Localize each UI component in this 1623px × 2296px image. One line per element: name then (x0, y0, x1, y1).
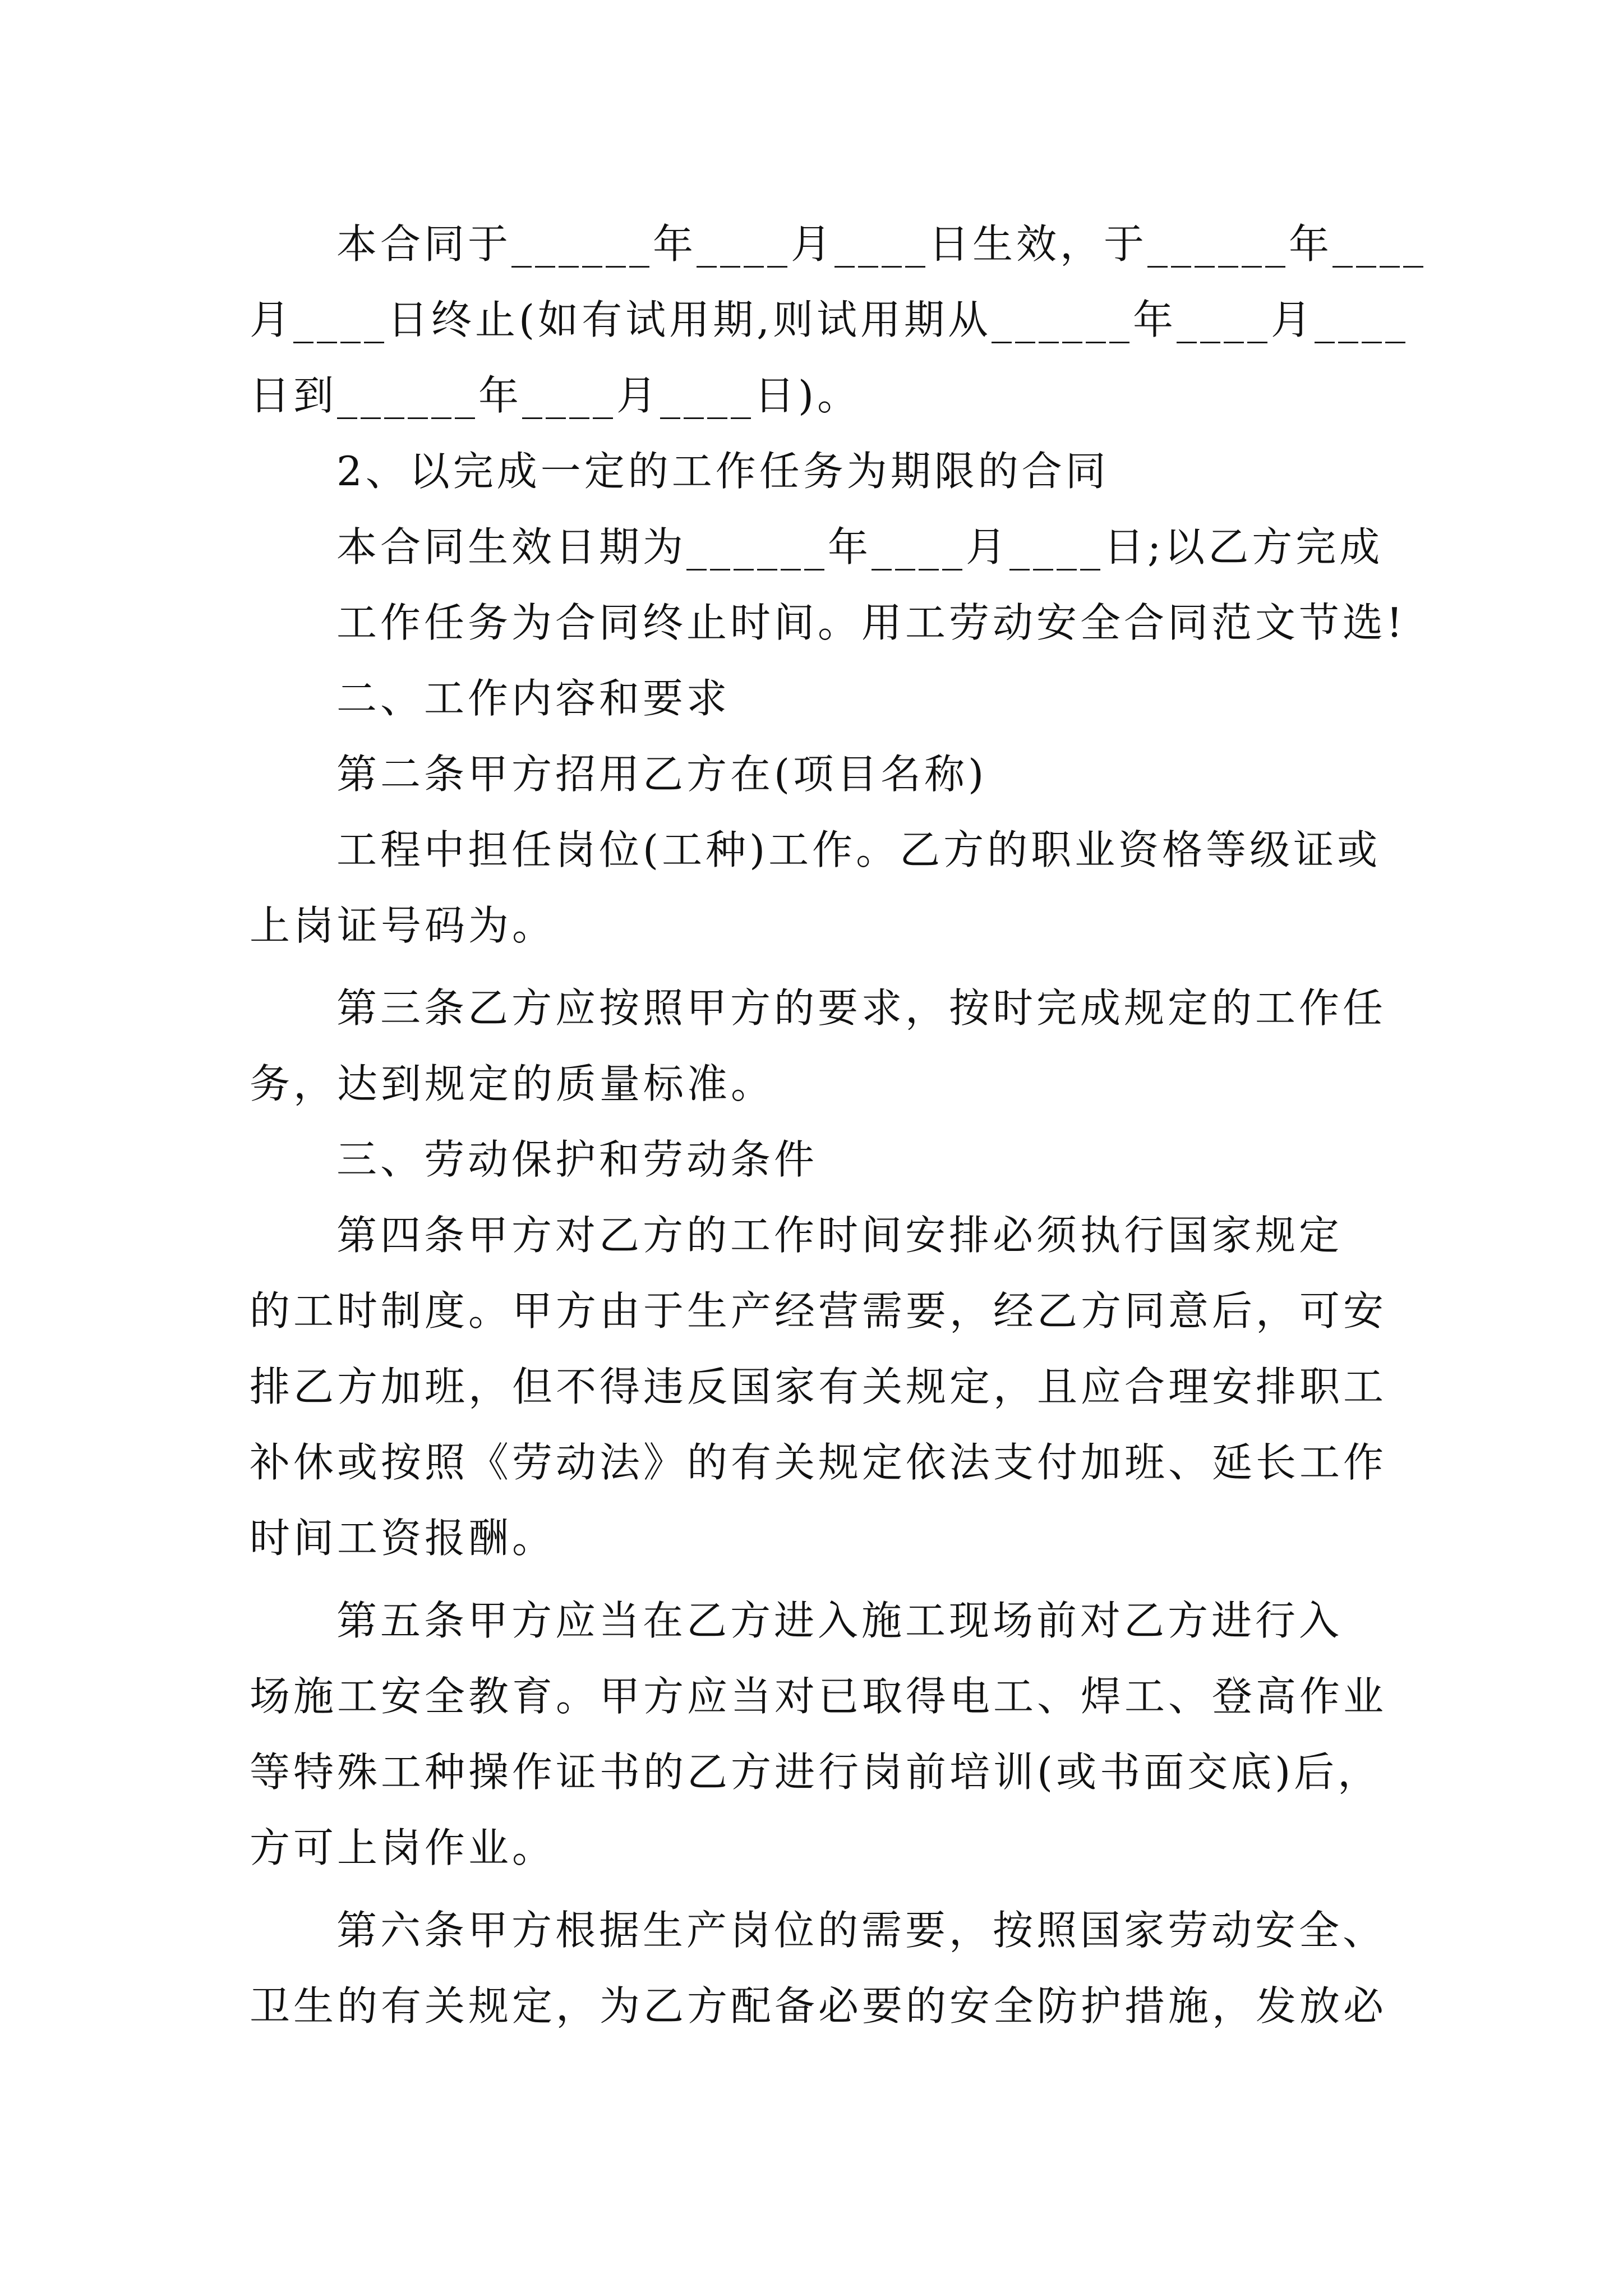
text-line: 本合同生效日期为______年____月____日;以乙方完成 (336, 523, 1384, 570)
text-line: 第五条甲方应当在乙方进入施工现场前对乙方进行入 (336, 1597, 1343, 1644)
text-line: 第三条乙方应按照甲方的要求，按时完成规定的工作任 (336, 984, 1387, 1032)
text-line: 第六条甲方根据生产岗位的需要，按照国家劳动安全、 (336, 1907, 1387, 1954)
text-line: 时间工资报酬。 (250, 1515, 556, 1562)
text-line: 本合同于______年____月____日生效，于______年____ (336, 220, 1427, 268)
text-line: 工程中担任岗位(工种)工作。乙方的职业资格等级证或 (336, 826, 1381, 873)
text-line: 卫生的有关规定，为乙方配备必要的安全防护措施，发放必 (250, 1982, 1387, 2030)
text-line: 第二条甲方招用乙方在(项目名称) (336, 751, 988, 798)
text-line: 等特殊工种操作证书的乙方进行岗前培训(或书面交底)后， (250, 1749, 1382, 1796)
section-heading: 三、劳动保护和劳动条件 (336, 1136, 818, 1183)
text-line: 日到______年____月____日)。 (250, 372, 861, 419)
text-line: 场施工安全教育。甲方应当对已取得电工、焊工、登高作业 (250, 1673, 1387, 1720)
text-line: 第四条甲方对乙方的工作时间安排必须执行国家规定 (336, 1212, 1343, 1259)
text-line: 2、以完成一定的工作任务为期限的合同 (336, 448, 1109, 495)
text-line: 补休或按照《劳动法》的有关规定依法支付加班、延长工作 (250, 1439, 1387, 1486)
text-line: 排乙方加班，但不得违反国家有关规定，且应合理安排职工 (250, 1363, 1387, 1410)
text-line: 的工时制度。甲方由于生产经营需要，经乙方同意后，可安 (250, 1287, 1387, 1335)
text-line: 工作任务为合同终止时间。用工劳动安全合同范文节选! (336, 599, 1406, 646)
text-line: 方可上岗作业。 (250, 1824, 556, 1871)
text-line: 务，达到规定的质量标准。 (250, 1060, 775, 1107)
text-line: 上岗证号码为。 (250, 902, 556, 949)
section-heading: 二、工作内容和要求 (336, 675, 731, 722)
text-line: 月____日终止(如有试用期,则试用期从______年____月____ (250, 296, 1409, 343)
